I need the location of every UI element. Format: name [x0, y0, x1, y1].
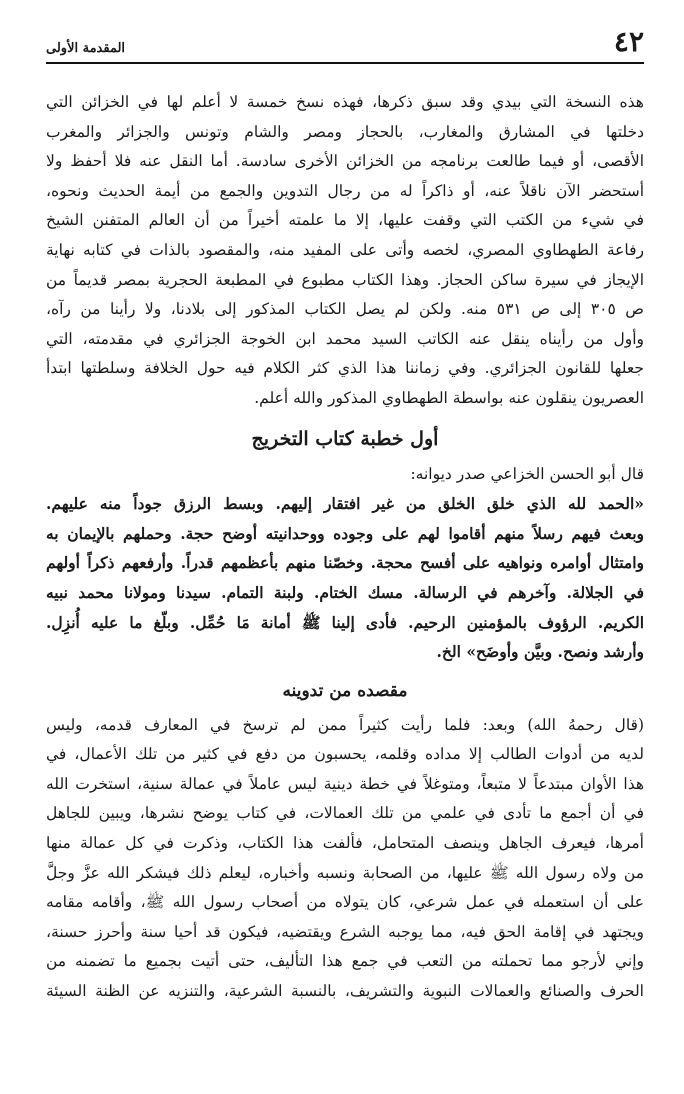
- section-heading: أول خطبة كتاب التخريج: [251, 427, 439, 450]
- body-line: أمرها، فيعرف الجاهل وينصف المتحامل، فألفت هذا الكتاب، وذكرت في كل عمالة منها: [46, 834, 644, 853]
- quote-line: وأرشد ونصح. وبيَّن وأوضَح» الخ.: [436, 642, 644, 662]
- quote-line: «الحمد لله الذي خلق الخلق من غير افتقار إليهم. وبسط الرزق جوداً منه عليهم.: [46, 494, 644, 514]
- body-line: من ولاه رسول الله ﷺ عليها، من الصحابة ونسبه وأخباره، ليعلم ذلك فيشكر الله عزَّ وجلَّ: [46, 863, 644, 882]
- intro-line: دخلتها في المشارق والمغارب، بالحجاز ومصر والشام وتونس والجزائر والمغرب: [46, 122, 644, 141]
- section-heading: مقصده من تدوينه: [282, 680, 408, 701]
- body-line: ويجتهد في إقامة الحق فيه، مما يوجبه الشرع ويقتضيه، فيكون قد أحيا سنة وأحرز حسنة،: [46, 922, 644, 941]
- page-header: [46, 25, 644, 64]
- intro-line: ص ٣٠٥ إلى ص ٥٣١ منه. ولكن لم يصل الكتاب المذكور إلى بلادنا، ولا رأينا من رآه،: [46, 300, 644, 319]
- intro-line: العصريون ينقلون عنه بواسطة الطهطاوي المذكور والله أعلم.: [254, 388, 644, 407]
- quote-line: الكريم. الرؤوف بالمؤمنين الرحيم. فأدى إلينا ﷺ أمانة مَا حُمِّل. وبلّغ ما عليه أُنزِل.: [46, 612, 644, 632]
- body-line: الحرف والصنائع والعمالات النبوية والتشريف، بالنسبة الشرعية، والتنزيه عن الظنة السيئة: [46, 982, 644, 1001]
- running-title: المقدمة الأولى: [46, 41, 126, 56]
- intro-line: أستحضر الآن ناقلاً عنه، أو ذاكراً له من رجال التدوين والجمع من أيمة الحديث ونحوه،: [46, 181, 644, 200]
- page-number: ٤٢: [613, 25, 644, 58]
- quote-line: وبعث فيهم رسلاً منهم أقاموا لهم على وجوده ووحدانيته أوضح حجة. وحملهم بالإيمان به: [46, 523, 644, 543]
- intro-line: وأول من رأيناه ينقل عنه الكاتب السيد محمد ابن الخوجة الجزائري في مقدمته، التي: [46, 329, 644, 348]
- intro-paragraph: [46, 88, 644, 414]
- body-line: لديه من أدوات الطالب إلا مداده وقلمه، يحسبون من دفع في كثير من تلك الأعمال، في: [46, 745, 644, 764]
- attribution-line: قال أبو الحسن الخزاعي صدر ديوانه:: [410, 464, 644, 483]
- body-line: على أن استعمله في عمل شرعي، كان يتولاه من أصحاب رسول الله ﷺ، وأقامه مقامه: [46, 893, 644, 912]
- body-line: في أن أجمع ما تأدى في علمي من تلك العمالات، في كتاب يوضح نشرها، ويبين للجاهل: [46, 804, 644, 823]
- quote-line: في الجلالة. وآخرهم في الرسالة. مسك الختام. ولبنة التمام. سيدنا ومولانا محمد نبيه: [46, 582, 644, 602]
- body-line: (قال رحمهُ الله) وبعد: فلما رأيت كثيراً ممن لم ترسخ في المعارف قدمه، وليس: [46, 715, 644, 734]
- attribution-paragraph: [46, 460, 644, 490]
- body-line: وإني لأرجو مما تحملته من التعب في جمع هذا التأليف، حتى أتيت بجميع ما تضمنه من: [46, 952, 644, 971]
- intro-line: هذه النسخة التي بيدي وقد سبق ذكرها، فهذه نسخ خمسة لا أعلم لها في الخزائن التي: [46, 93, 644, 111]
- quote-line: وامتثال أوامره ونواهيه على أفسح محجة. وخصّنا منهم بأعظمهم قدراً. وأرفعهم ذكراً أولهم: [46, 553, 644, 573]
- intro-line: رفاعة الطهطاوي المصري، لخصه وأتى على المفيد منه، والمقصود بالذات في كتابه نهاية: [46, 240, 644, 259]
- intro-line: الإيجاز في سيرة ساكن الحجاز. وهذا الكتاب مطبوع في المطبعة الحجرية بمصر قديماً من: [46, 270, 644, 289]
- intro-line: الأقصى، أو فيما طالعت برنامجه من الخزائن الأخرى سادسة. أما النقل عنه فلا أحفظ ولا: [46, 152, 644, 171]
- intro-line: في شيء من الكتب التي وقفت عليها، إلا ما علمته أخيراً من أن العالم المتفنن الشيخ: [46, 211, 644, 230]
- intro-line: جعلها للقانون الجزائري. وفي زماننا هذا الذي كثر الكلام فيه حول الخلافة وسلطتها ابتدأ: [46, 359, 644, 378]
- body-line: هذا الأوان مبتدعاً لا متبعاً، ومتوغلاً في خطة دينية ليس عاملاً في عمالة سنية، استخرت الله: [46, 774, 644, 793]
- body-paragraph: [46, 711, 644, 1007]
- quote-paragraph: [46, 489, 644, 667]
